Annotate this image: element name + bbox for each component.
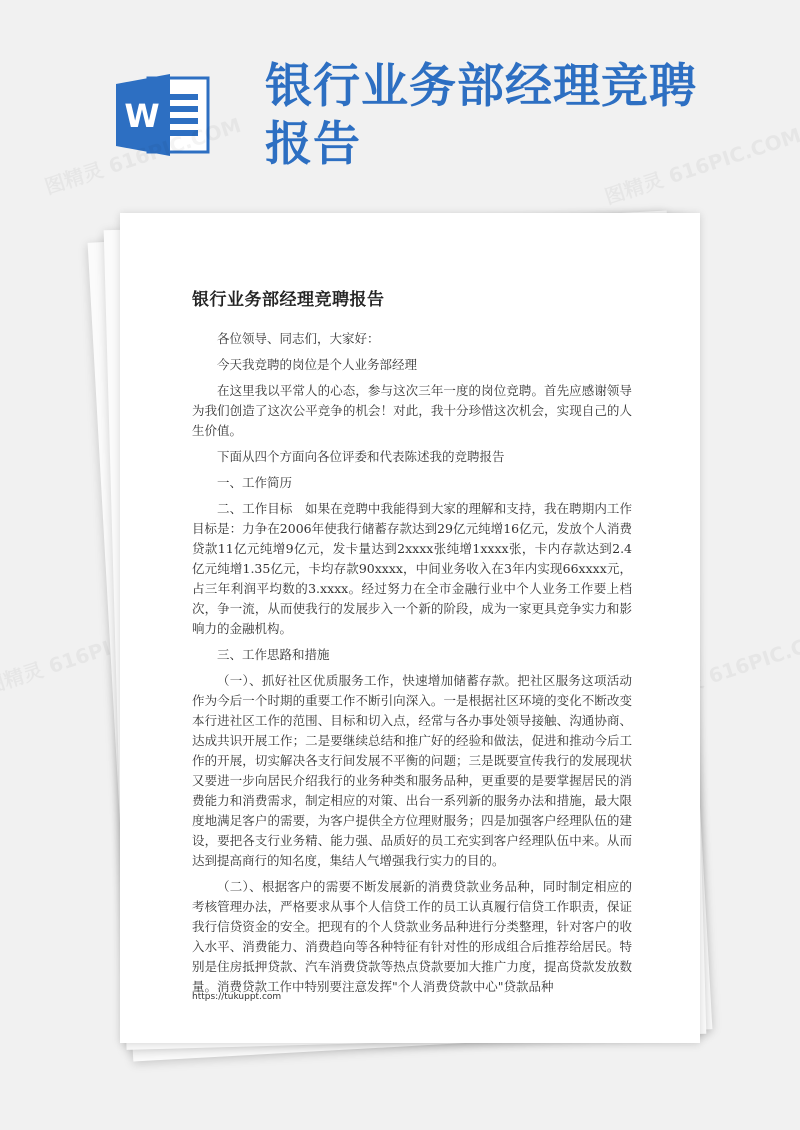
word-icon-letter: W <box>124 97 160 135</box>
document-paragraph: 一、工作简历 <box>217 475 293 490</box>
document-paragraph: 今天我竞聘的岗位是个人业务部经理 <box>217 357 418 372</box>
document-paragraph: 在这里我以平常人的心态，参与这次三年一度的岗位竞聘。首先应感谢领导为我们创造了这次公平竞争的机会！对此，我十分珍惜这次机会，实现自己的人生价值。 <box>192 383 632 438</box>
document-paragraph: 二、工作目标 如果在竞聘中我能得到大家的理解和支持，我在聘期内工作目标是：力争在2006年使我行储蓄存款达到29亿元纯增16亿元，发放个人消费贷款11亿元纯增9亿元，发卡量达到2xxxx张纯增1xxxx张，卡内存款达到2.4亿元纯增1.35亿元，卡均存款90xxxx，中间业务收入在3年内实现66xxxx元，占三年利润平均数的3.xxxx。经过努力在全市金融行业中个人业务工作要上档次，争一流，从而使我行的发展步入一个新的阶段，成为一家更具竞争实力和影响力的金融机构。 <box>192 501 632 636</box>
document-body <box>192 329 632 1003</box>
document-footer-url: https://tukuppt.com <box>192 992 282 1002</box>
header-title: 银行业务部经理竞聘报告 <box>265 59 697 172</box>
document-page <box>120 213 700 1043</box>
document-paragraph: 各位领导、同志们，大家好： <box>217 331 380 346</box>
document-paragraph: （二）、根据客户的需要不断发展新的消费贷款业务品种，同时制定相应的考核管理办法，严格要求从事个人信贷工作的员工认真履行信贷工作职责，保证我行信贷资金的安全。把现有的个人贷款业务品种进行分类整理，针对客户的收入水平、消费能力、消费趋向等各种特征有针对性的形成组合后推荐给居民。特别是住房抵押贷款、汽车消费贷款等热点贷款要加大推广力度，提高贷款发放数量。消费贷款工作中特别要注意发挥"个人消费贷款中心"贷款品种 <box>192 879 632 994</box>
word-document-icon <box>112 72 216 158</box>
preview-header <box>0 0 800 200</box>
document-paragraph: （一）、抓好社区优质服务工作，快速增加储蓄存款。把社区服务这项活动作为今后一个时期的重要工作不断引向深入。一是根据社区环境的变化不断改变本行进社区工作的范围、目标和切入点，经常与各办事处领导接触、沟通协商、达成共识开展工作；二是要继续总结和推广好的经验和做法，促进和推动今后工作的开展，切实解决各支行间发展不平衡的问题；三是既要宣传我行的发展现状又要进一步向居民介绍我行的业务种类和服务品种，更重要的是要掌握居民的消费能力和消费需求，制定相应的对策、出台一系列新的服务办法和措施，最大限度地满足客户的需要，为客户提供全方位理财服务；四是加强客户经理队伍的建设，要把各支行业务精、能力强、品质好的员工充实到客户经理队伍中来。从而达到提高商行的知名度，集结人气增强我行实力的目的。 <box>192 673 632 868</box>
document-paragraph: 三、工作思路和措施 <box>217 647 330 662</box>
document-paragraph: 下面从四个方面向各位评委和代表陈述我的竞聘报告 <box>217 449 505 464</box>
document-title: 银行业务部经理竞聘报告 <box>192 290 385 310</box>
